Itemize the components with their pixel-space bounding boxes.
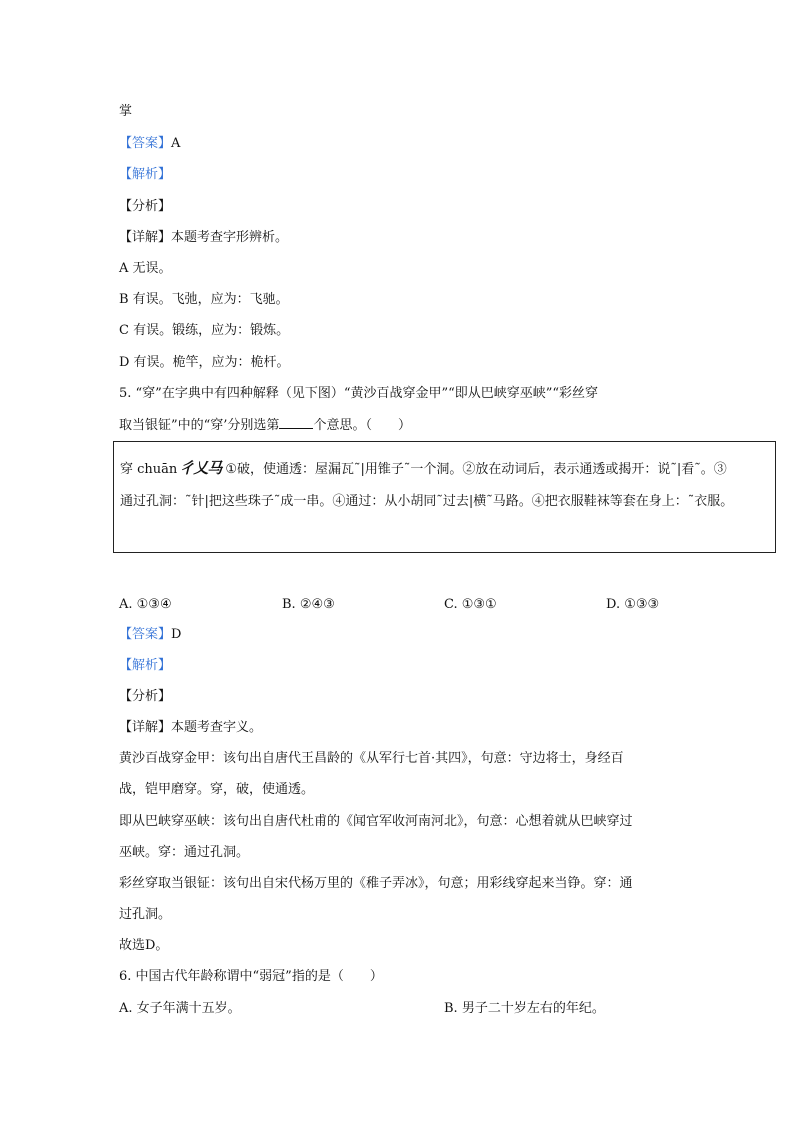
q4-line-d: D 有误。桅竿，应为：桅杆。	[119, 355, 290, 370]
answer-value: D	[171, 627, 182, 642]
q5-exp-1: 黄沙百战穿金甲：该句出自唐代王昌龄的《从军行七首·其四》，句意：守边将士，身经百	[119, 751, 624, 766]
dict-def-1: ①破，使通透：屋漏瓦˜|用锥子˜一个洞。②放在动词后，表示通透或揭开：说˜|看˜。③	[225, 462, 727, 477]
q5-exp-5: 彩丝穿取当银钲：该句出自宋代杨万里的《稚子弄冰》，句意；用彩线穿起来当铮。穿：通	[119, 876, 633, 891]
q4-answer	[119, 136, 180, 152]
q5-stem-2b: 个意思。（ ）	[313, 418, 411, 433]
zhuyin-glyph: 彳乂马	[179, 459, 222, 477]
q5-exp-7: 故选D。	[119, 938, 169, 953]
q5-exp-6: 过孔洞。	[119, 907, 172, 922]
q5-option-b: B. ②④③	[282, 597, 335, 612]
top-char: 掌	[119, 104, 133, 119]
q5-stem-2	[119, 416, 411, 434]
q5-answer	[119, 627, 181, 643]
answer-blank	[279, 416, 313, 429]
q5-fenxi-tag: 【分析】	[119, 689, 172, 704]
q5-option-c: C. ①③①	[444, 597, 497, 612]
q4-line-c: C 有误。锻练，应为：锻炼。	[119, 323, 290, 338]
dict-line-2: 通过孔洞：˜针|把这些珠子˜成一串。④通过：从小胡同˜过去|横˜马路。④把衣服鞋袜等套在身上：˜衣服。	[120, 494, 734, 509]
dict-head: 穿 chuān	[120, 462, 178, 477]
q4-jiexi-tag: 【解析】	[119, 167, 172, 182]
detail-text: 本题考查字形辨析。	[171, 230, 289, 245]
q4-line-a: A 无误。	[119, 261, 172, 276]
q5-exp-3: 即从巴峡穿巫峡：该句出自唐代杜甫的《闻官军收河南河北》，句意：心想着就从巴峡穿过	[119, 814, 633, 829]
q5-stem-1: 5. “穿”在字典中有四种解释（见下图）“黄沙百战穿金甲”“即从巴峡穿巫峡”“彩丝穿	[119, 386, 599, 401]
q6-stem: 6. 中国古代年龄称谓中“弱冠”指的是（ ）	[119, 969, 383, 984]
answer-tag: 【答案】	[119, 136, 172, 151]
q6-option-b: B. 男子二十岁左右的年纪。	[444, 1001, 605, 1016]
q5-exp-4: 巫峡。穿：通过孔洞。	[119, 845, 250, 860]
q5-jiexi-tag: 【解析】	[119, 658, 172, 673]
detail-tag: 【详解】	[119, 230, 172, 245]
q4-fenxi-tag: 【分析】	[119, 199, 172, 214]
q5-detail	[119, 720, 262, 736]
q5-option-a: A. ①③④	[119, 597, 172, 612]
dict-line-1	[120, 460, 727, 478]
q5-stem-2a: 取当银钲”中的“穿’分别选第	[119, 418, 280, 433]
q6-option-a: A. 女子年满十五岁。	[119, 1001, 241, 1016]
answer-value: A	[171, 136, 181, 151]
q4-line-b: B 有误。飞弛，应为：飞驰。	[119, 292, 289, 307]
detail-tag: 【详解】	[119, 720, 172, 735]
detail-text: 本题考查字义。	[171, 720, 263, 735]
q5-exp-2: 战，铠甲磨穿。穿，破，使通透。	[119, 782, 315, 797]
q4-detail	[119, 230, 288, 246]
answer-tag: 【答案】	[119, 627, 172, 642]
dictionary-entry-box	[113, 441, 776, 553]
q5-option-d: D. ①③③	[606, 597, 660, 612]
